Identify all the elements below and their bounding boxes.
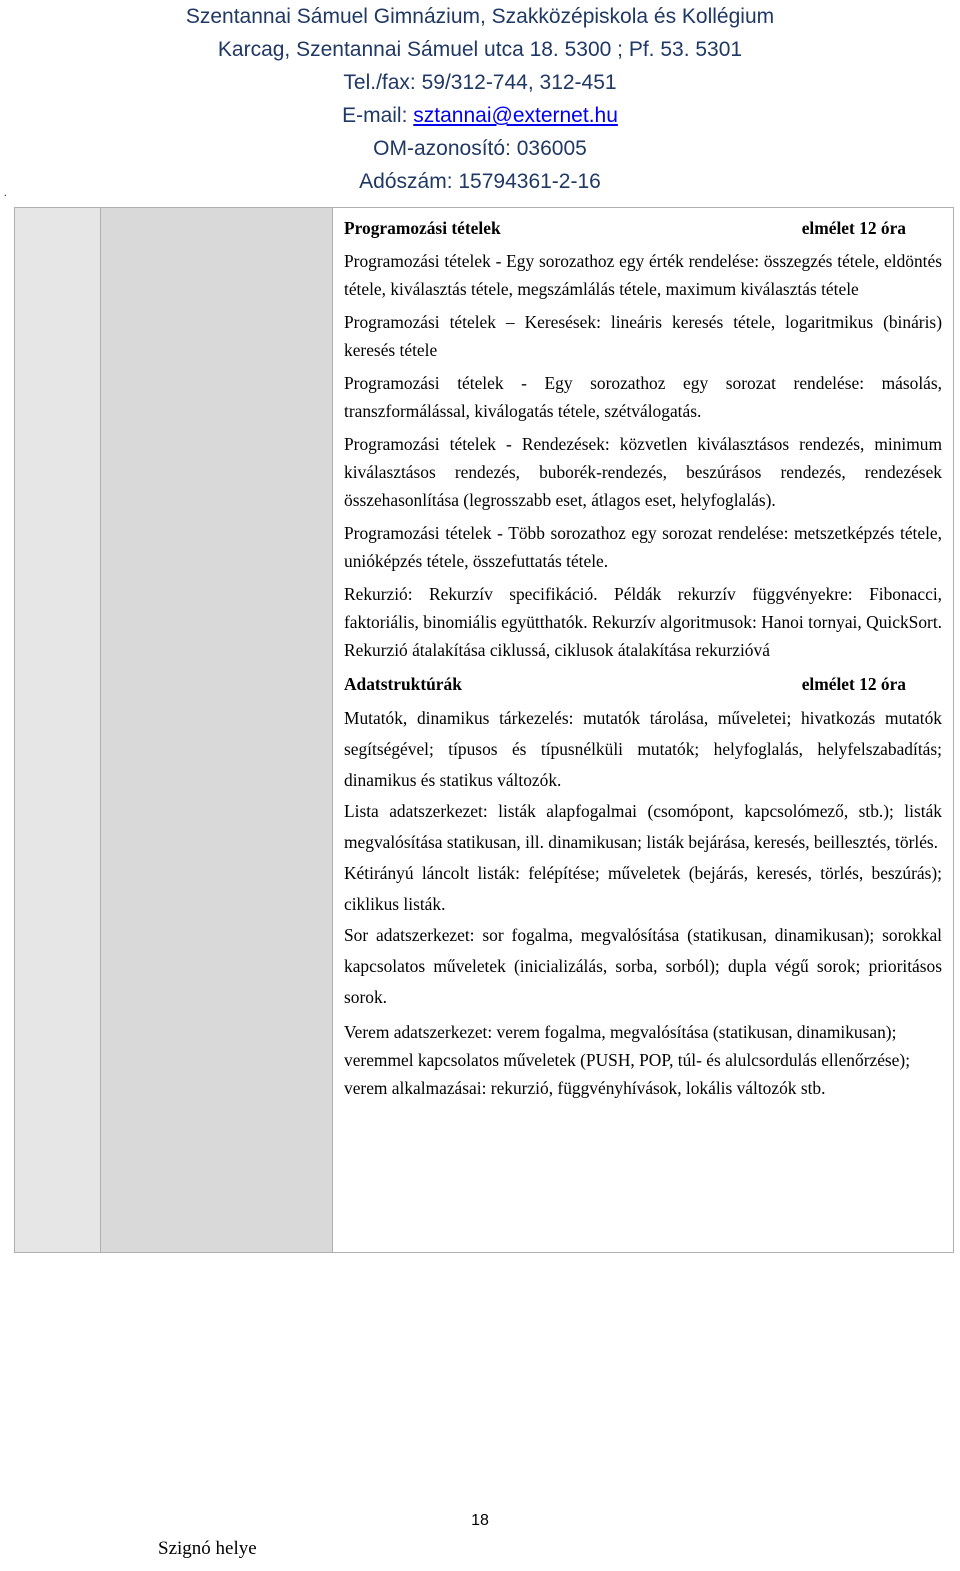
paragraph: Verem adatszerkezet: verem fogalma, megvalósítása (statikusan, dinamikusan); veremmel kapcsolatos műveletek (PUSH, POP, túl- és alulcsordulás ellenőrzése); verem alkalmazásai: rekurzió, függvényhívások, lokális változók stb. — [344, 1022, 911, 1098]
section-title: Programozási tételek — [344, 218, 501, 238]
school-name: Szentannai Sámuel Gimnázium, Szakközépiskola és Kollégium — [185, 5, 775, 28]
email-link[interactable]: sztannai@externet.hu — [413, 104, 618, 127]
paragraph: Programozási tételek - Egy sorozathoz egy sorozat rendelése: másolás, transzformálással, kiválogatás tétele, szétválogatás. — [344, 373, 942, 421]
section-title: Adatstruktúrák — [344, 674, 462, 694]
page-number: 18 — [471, 1512, 489, 1529]
paragraph: Kétirányú láncolt listák: felépítése; műveletek (bejárás, keresés, törlés, beszúrás); ciklikus listák. — [344, 863, 942, 914]
signature-placeholder: Szignó helye — [158, 1538, 257, 1559]
paragraph: Programozási tételek - Rendezések: közvetlen kiválasztásos rendezés, minimum kiválasztásos rendezés, buborék-rendezés, beszúrásos rendezés, rendezések összehasonlítása (legrosszabb eset, átlagos eset, helyfoglalás). — [344, 434, 942, 510]
paragraph: Programozási tételek – Keresések: lineáris keresés tétele, logaritmikus (bináris) keresés tétele — [344, 312, 942, 360]
tax-number: Adószám: 15794361-2-16 — [359, 170, 601, 193]
section-hours: elmélet 12 óra — [801, 674, 906, 694]
paragraph: Programozási tételek - Több sorozathoz egy sorozat rendelése: metszetképzés tétele, unióképzés tétele, összefuttatás tétele. — [344, 523, 942, 571]
section-heading-adatstrukturak — [344, 670, 942, 698]
paragraph: Rekurzió: Rekurzív specifikáció. Példák rekurzív függvényekre: Fibonacci, faktoriális, binomiális együtthatók. Rekurzív algoritmusok: Hanoi tornyai, QuickSort. Rekurzió átalakítása ciklussá, ciklusok átalakítása rekurzióvá — [344, 584, 942, 660]
curriculum-content — [344, 214, 942, 1102]
om-id: OM-azonosító: 036005 — [373, 137, 587, 160]
paragraph: Mutatók, dinamikus tárkezelés: mutatók tárolása, műveletei; hivatkozás mutatók segítségével; típusos és típusnélküli mutatók; helyfoglalás, helyfelszabadítás; dinamikus és statikus változók. — [344, 708, 942, 790]
section-hours: elmélet 12 óra — [801, 218, 906, 238]
paragraph: Programozási tételek - Egy sorozathoz egy érték rendelése: összegzés tétele, eldöntés tétele, kiválasztás tétele, megszámlálás tétele, maximum kiválasztás tétele — [344, 251, 942, 299]
email-label: E-mail: — [342, 104, 414, 127]
data-structures-block — [344, 703, 942, 1013]
paragraph: Lista adatszerkezet: listák alapfogalmai (csomópont, kapcsolómező, stb.); listák megvalósítása statikusan, ill. dinamikusan; listák bejárása, keresés, beillesztés, törlés. — [344, 801, 942, 852]
school-email-line — [0, 99, 960, 132]
table-column-1 — [15, 208, 101, 1252]
school-phone: Tel./fax: 59/312-744, 312-451 — [343, 71, 617, 94]
table-column-2 — [101, 208, 333, 1252]
paragraph: Sor adatszerkezet: sor fogalma, megvalósítása (statikusan, dinamikusan); sorokkal kapcsolatos műveletek (inicializálás, sorba, sorból); dupla végű sorok; prioritásos sorok. — [344, 925, 942, 1007]
school-address: Karcag, Szentannai Sámuel utca 18. 5300 ; Pf. 53. 5301 — [217, 38, 743, 61]
section-heading-programozasi-tetelek — [344, 214, 942, 242]
stray-dot: . — [4, 188, 7, 199]
document-header — [0, 0, 960, 198]
